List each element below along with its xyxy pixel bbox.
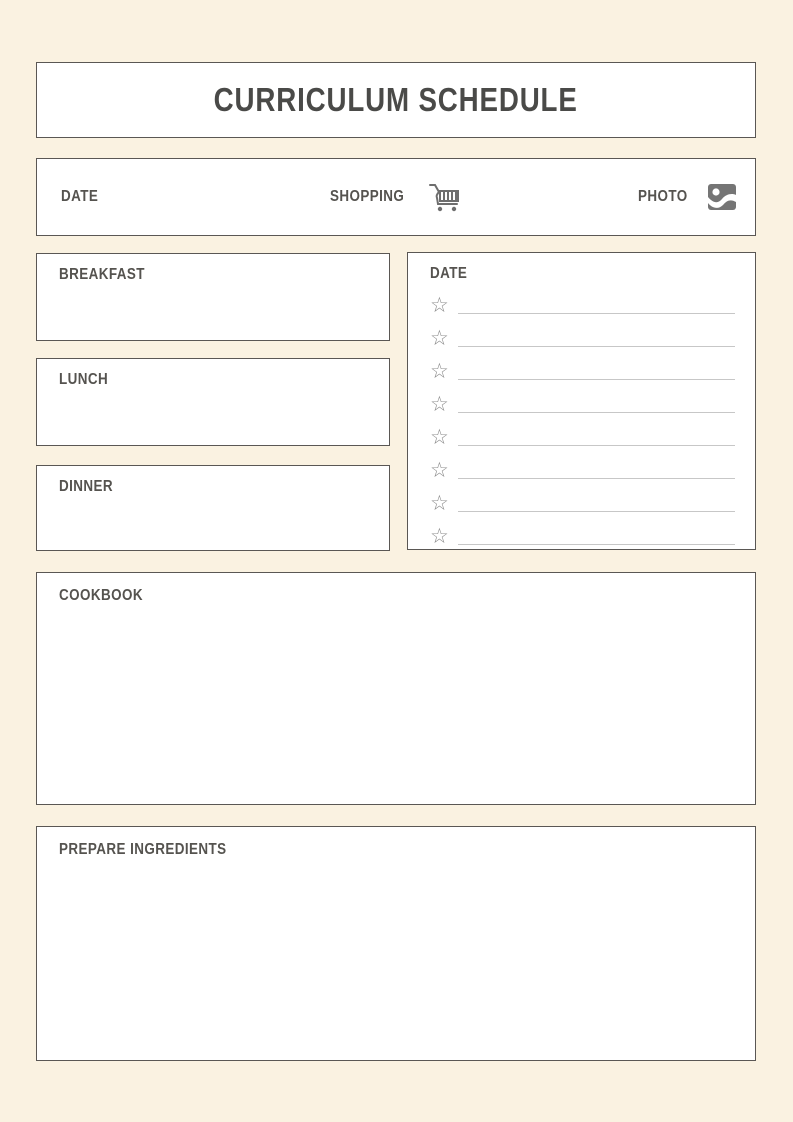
fill-in-line (458, 511, 735, 512)
breakfast-entry-area[interactable] (37, 254, 389, 340)
fill-in-line (458, 544, 735, 545)
title-box (36, 62, 756, 138)
prepare-ingredients-box (36, 826, 756, 1061)
photo-label: PHOTO (637, 188, 688, 205)
dinner-entry-area[interactable] (37, 466, 389, 550)
star-icon: ☆ (430, 293, 449, 317)
shopping-cart-icon (428, 182, 462, 212)
star-icon: ☆ (430, 359, 449, 383)
breakfast-box (36, 253, 390, 341)
fill-in-line (458, 478, 735, 479)
info-bar (36, 158, 756, 236)
date-list-box (407, 252, 756, 550)
prepare-ingredients-label: PREPARE INGREDIENTS (59, 841, 227, 858)
fill-in-line (458, 412, 735, 413)
date-list-item[interactable] (430, 283, 735, 316)
fill-in-line (458, 313, 735, 314)
date-list-item[interactable] (430, 349, 735, 382)
date-list-item[interactable] (430, 316, 735, 349)
fill-in-line (458, 346, 735, 347)
date-list-rows (430, 283, 735, 547)
lunch-box (36, 358, 390, 446)
fill-in-line (458, 445, 735, 446)
date-list-label: DATE (430, 265, 468, 282)
fill-in-line (458, 379, 735, 380)
date-label: DATE (61, 188, 99, 205)
lunch-entry-area[interactable] (37, 359, 389, 445)
lunch-label: LUNCH (59, 371, 109, 388)
date-list-item[interactable] (430, 415, 735, 448)
star-icon: ☆ (430, 326, 449, 350)
cookbook-label: COOKBOOK (59, 587, 143, 604)
cookbook-entry-area[interactable] (37, 573, 755, 804)
date-list-item[interactable] (430, 382, 735, 415)
date-list-item[interactable] (430, 514, 735, 547)
dinner-box (36, 465, 390, 551)
star-icon: ☆ (430, 392, 449, 416)
date-list-item[interactable] (430, 481, 735, 514)
star-icon: ☆ (430, 491, 449, 515)
photo-icon (707, 183, 737, 211)
breakfast-label: BREAKFAST (59, 266, 145, 283)
date-list-item[interactable] (430, 448, 735, 481)
star-icon: ☆ (430, 458, 449, 482)
star-icon: ☆ (430, 524, 449, 548)
star-icon: ☆ (430, 425, 449, 449)
cookbook-box (36, 572, 756, 805)
shopping-label: SHOPPING (329, 188, 405, 205)
prepare-ingredients-entry-area[interactable] (37, 827, 755, 1060)
page-title: CURRICULUM SCHEDULE (213, 81, 578, 118)
dinner-label: DINNER (59, 478, 114, 495)
